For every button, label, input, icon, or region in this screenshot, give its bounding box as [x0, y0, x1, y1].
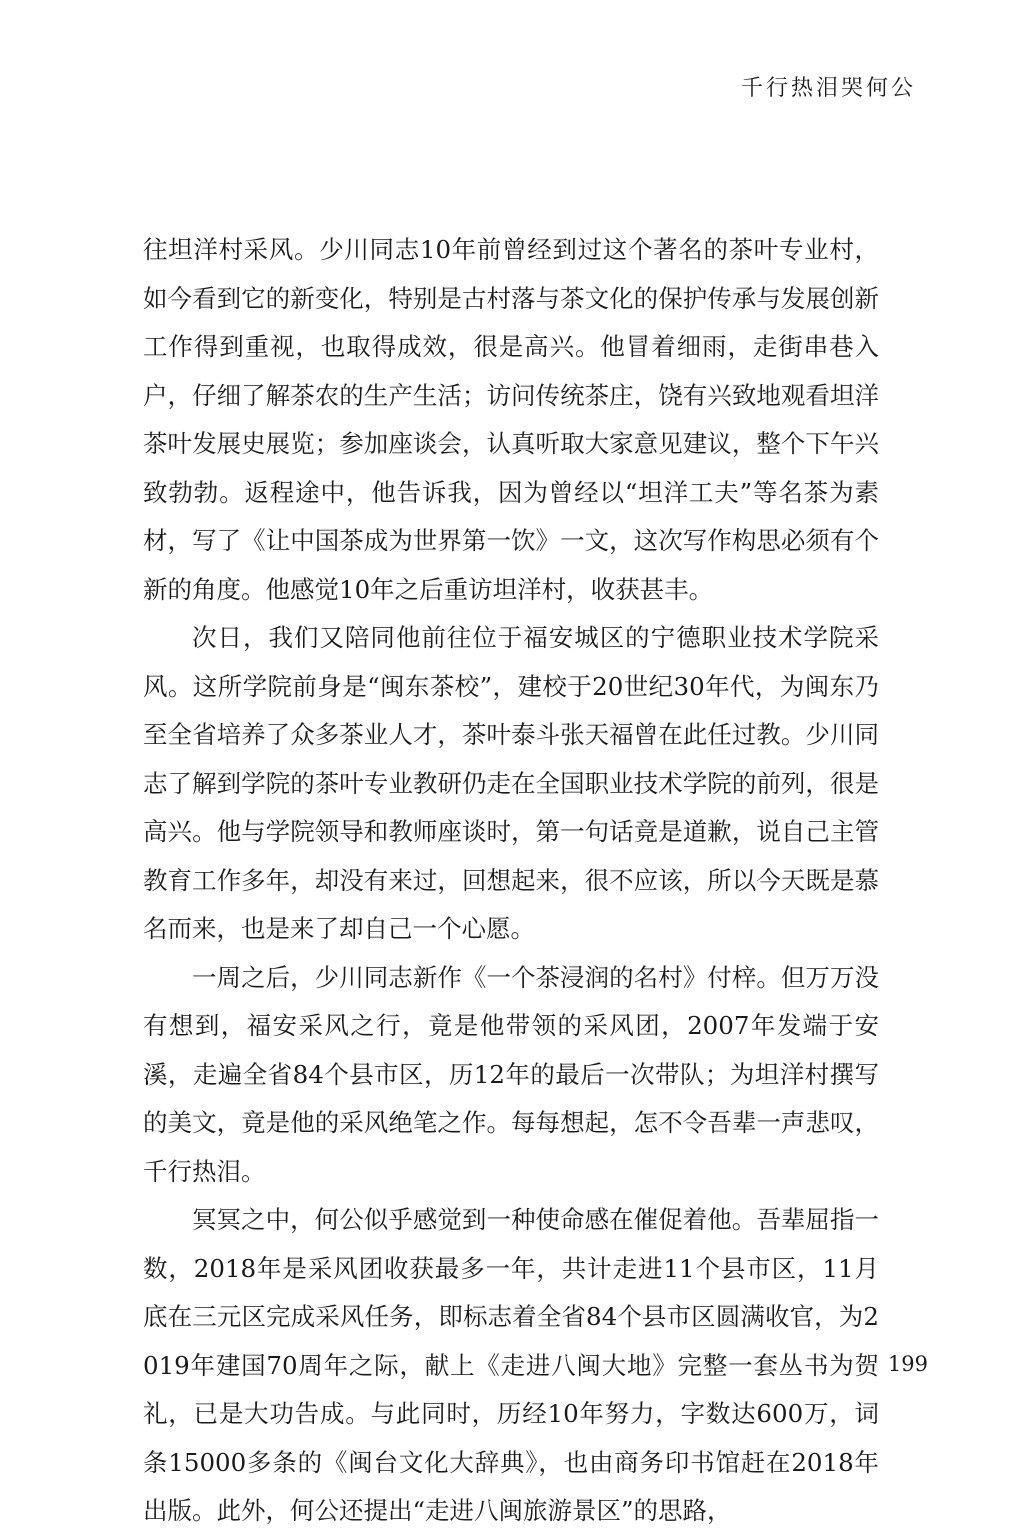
body-text: [143, 226, 879, 1536]
paragraph: 冥冥之中，何公似乎感觉到一种使命感在催促着他。吾辈屈指一数，2018年是采风团收获最多一年，共计走进11个县市区，11月底在三元区完成采风任务，即标志着全省84个县市区圆满收官，为2019年建国70周年之际，献上《走进八闽大地》完整一套丛书为贺礼，已是大功告成。与此同时，历经10年努力，字数达600万，词条15000多条的《闽台文化大辞典》，也由商务印书馆赶在2018年出版。此外，何公还提出“走进八闽旅游景区”的思路，: [143, 1205, 879, 1525]
running-header: 千行热泪哭何公: [740, 76, 916, 101]
paragraph: 一周之后，少川同志新作《一个茶浸润的名村》付梓。但万万没有想到，福安采风之行，竟是他带领的采风团，2007年发端于安溪，走遍全省84个县市区，历12年的最后一次带队；为坦洋村撰写的美文，竟是他的采风绝笔之作。每每想起，怎不令吾辈一声悲叹，千行热泪。: [143, 962, 879, 1186]
page-number: 199: [887, 1352, 928, 1376]
paragraph: 次日，我们又陪同他前往位于福安城区的宁德职业技术学院采风。这所学院前身是“闽东茶校”，建校于20世纪30年代，为闽东乃至全省培养了众多茶业人才，茶叶泰斗张天福曾在此任过教。少川同志了解到学院的茶叶专业教研仍走在全国职业技术学院的前列，很是高兴。他与学院领导和教师座谈时，第一句话竟是道歉，说自己主管教育工作多年，却没有来过，回想起来，很不应该，所以今天既是慕名而来，也是来了却自己一个心愿。: [143, 623, 879, 943]
paragraph: 往坦洋村采风。少川同志10年前曾经到过这个著名的茶叶专业村，如今看到它的新变化，特别是古村落与茶文化的保护传承与发展创新工作得到重视，也取得成效，很是高兴。他冒着细雨，走街串巷入户，仔细了解茶农的生产生活；访问传统茶庄，饶有兴致地观看坦洋茶叶发展史展览；参加座谈会，认真听取大家意见建议，整个下午兴致勃勃。返程途中，他告诉我，因为曾经以“坦洋工夫”等名茶为素材，写了《让中国茶成为世界第一饮》一文，这次写作构思必须有个新的角度。他感觉10年之后重访坦洋村，收获甚丰。: [143, 235, 879, 604]
